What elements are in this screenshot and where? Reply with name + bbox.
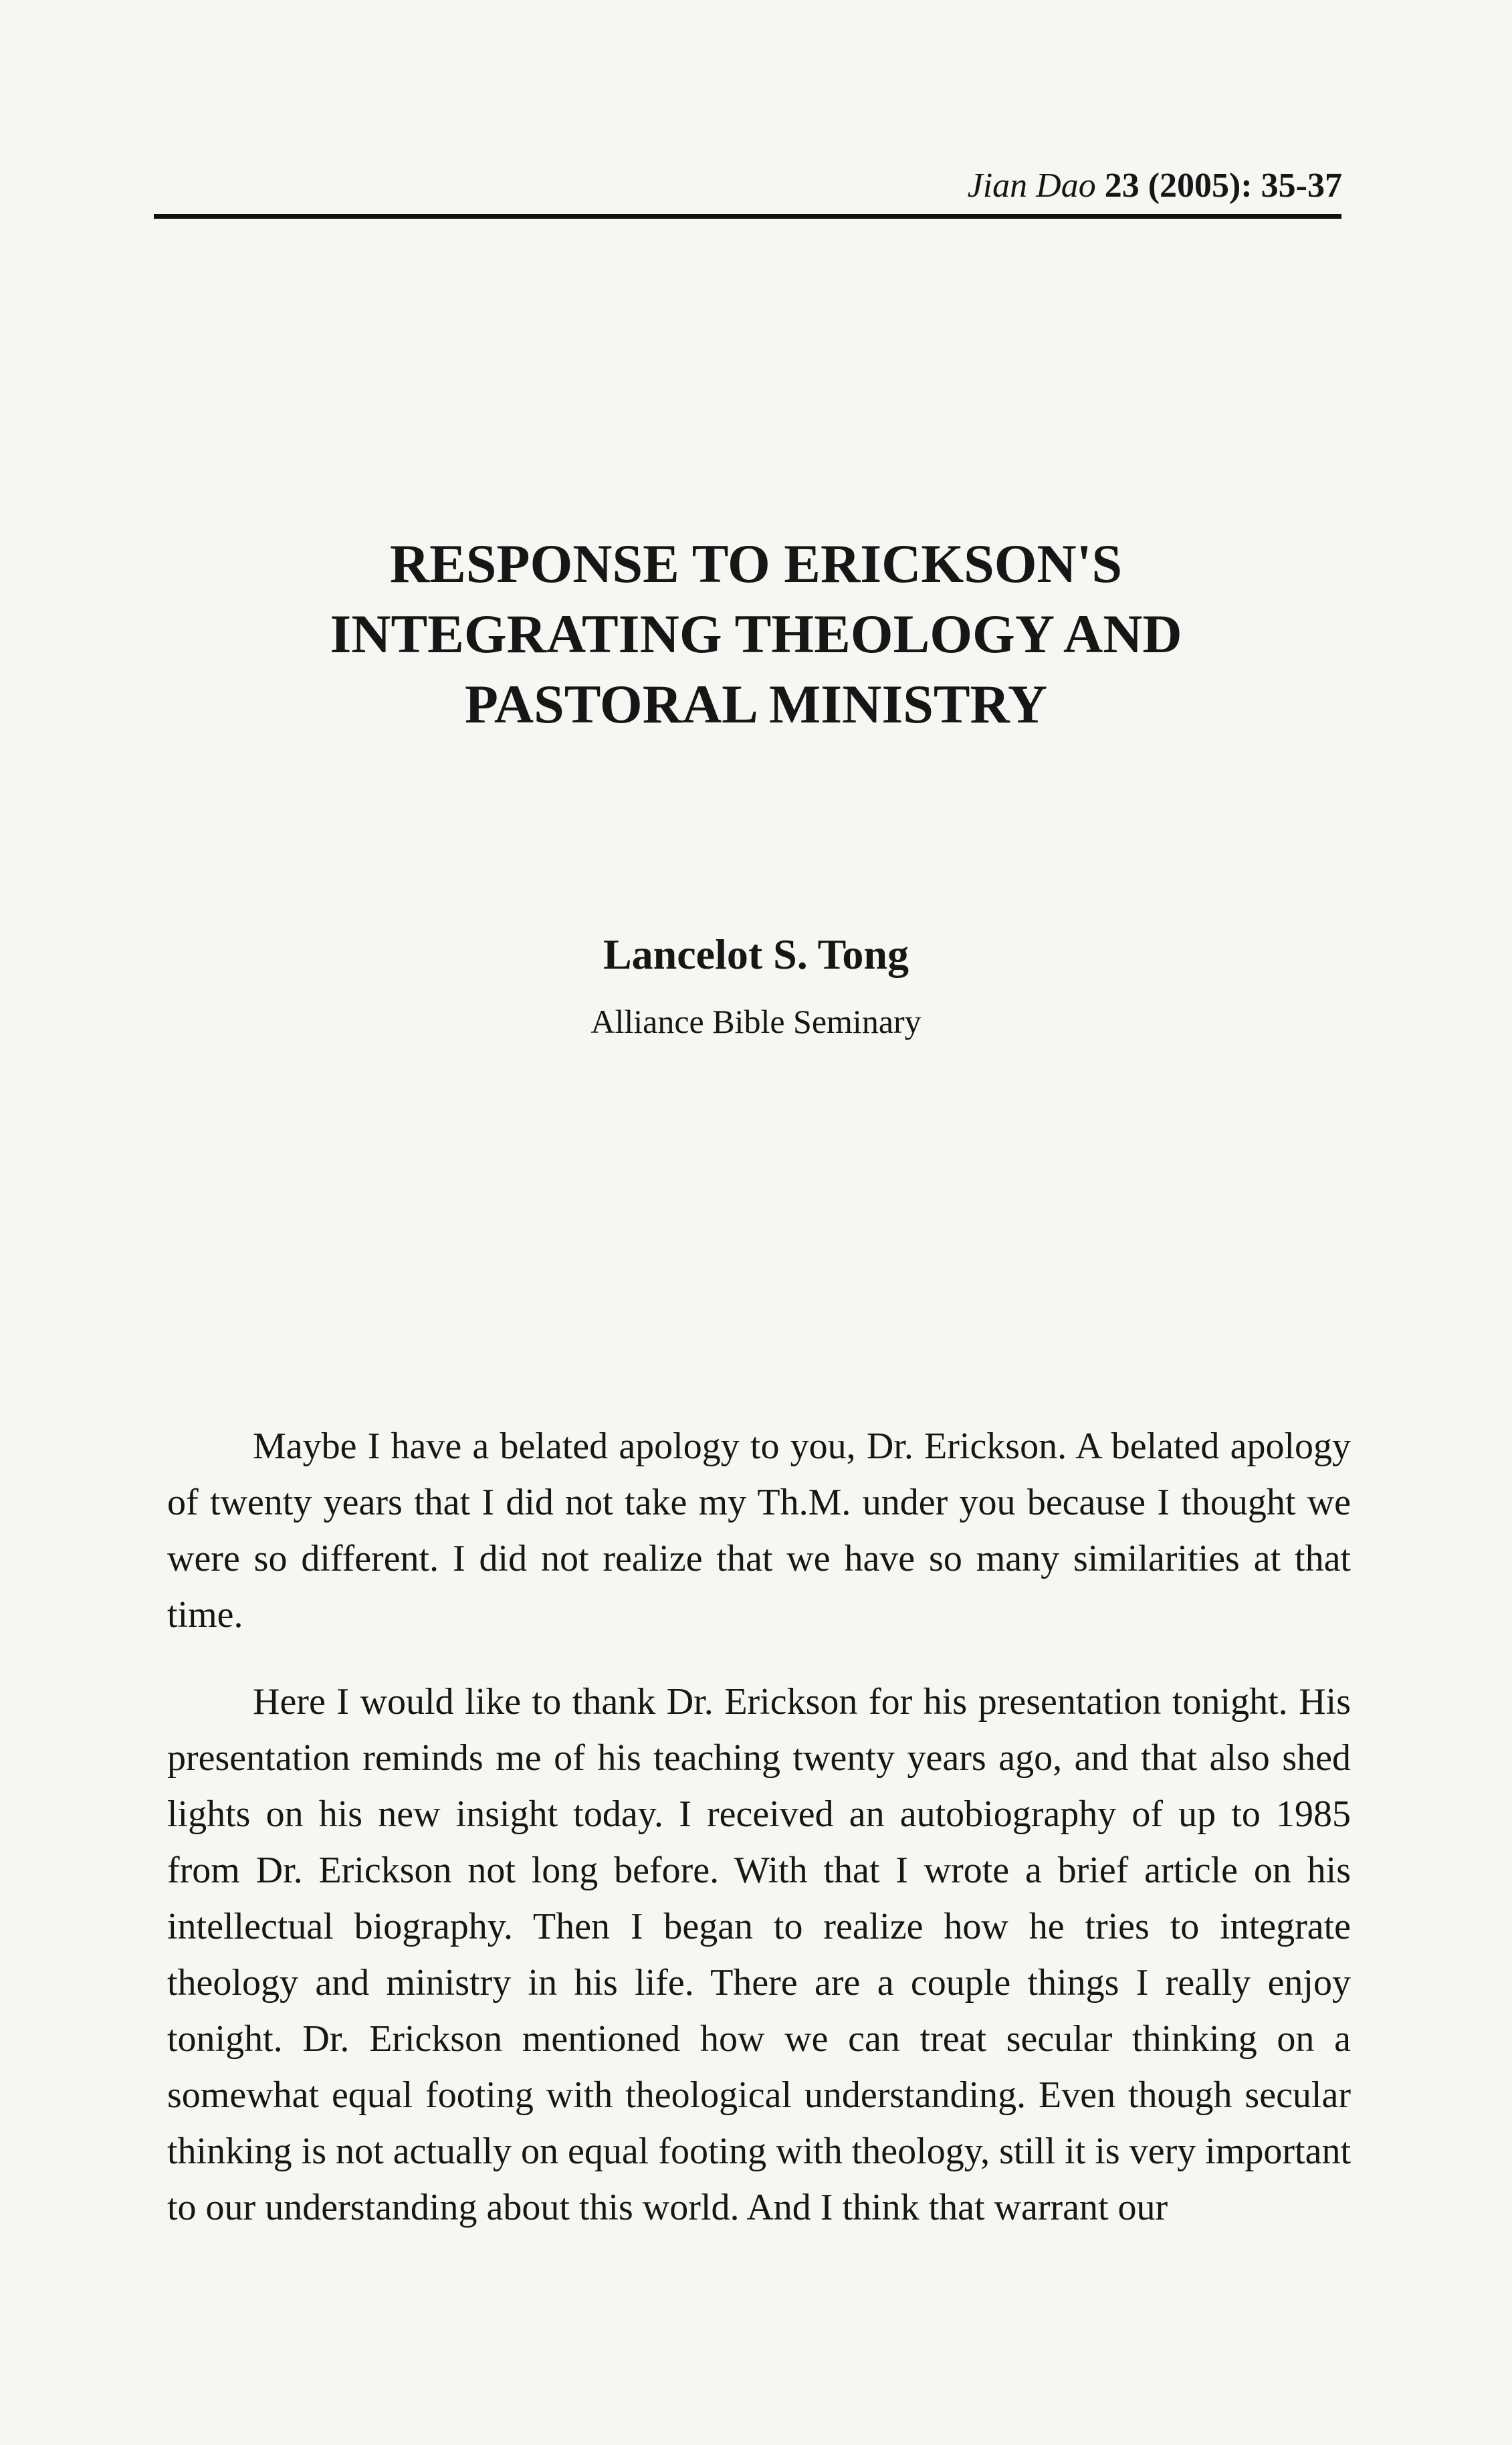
- article-body: [167, 1418, 1351, 2266]
- title-line: INTEGRATING THEOLOGY AND: [330, 603, 1182, 664]
- body-paragraph: Here I would like to thank Dr. Erickson for his presentation tonight. His presentation reminds me of his teaching twenty years ago, and that also shed lights on his new insight today. I received an autobiography of up to 1985 from Dr. Erickson not long before. With that I wrote a brief article on his intellectual biography. Then I began to realize how he tries to integrate theology and ministry in his life. There are a couple things I really enjoy tonight. Dr. Erickson mentioned how we can treat secular thinking on a somewhat equal footing with theological understanding. Even though secular thinking is not actually on equal footing with theology, still it is very important to our understanding about this world. And I think that warrant our: [167, 1681, 1351, 2228]
- body-paragraph: Maybe I have a belated apology to you, Dr. Erickson. A belated apology of twenty years that I did not take my Th.M. under you because I thought we were so different. I did not realize that we have so many similarities at that time.: [167, 1426, 1351, 1636]
- article-title: [0, 528, 1512, 739]
- volume-and-pages: 23 (2005): 35-37: [1104, 167, 1342, 205]
- title-line: RESPONSE TO ERICKSON'S: [389, 533, 1123, 594]
- journal-name: Jian Dao: [967, 167, 1096, 205]
- running-head: [968, 166, 1342, 205]
- header-rule: [154, 214, 1341, 219]
- author-affiliation: Alliance Bible Seminary: [590, 1003, 922, 1040]
- title-line: PASTORAL MINISTRY: [464, 674, 1048, 735]
- author-name: Lancelot S. Tong: [603, 931, 909, 978]
